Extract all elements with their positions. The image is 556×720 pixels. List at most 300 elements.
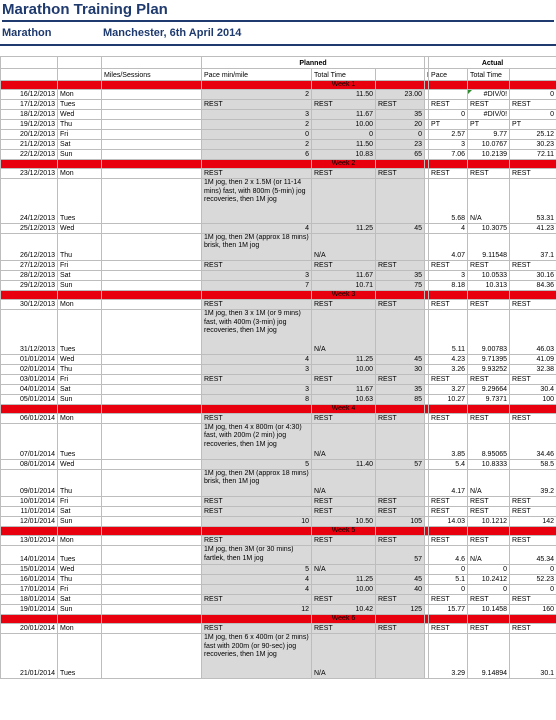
planned-total-cell[interactable]: 40 (376, 585, 425, 595)
planned-pace-cell[interactable]: REST (312, 507, 376, 517)
actual-total-cell[interactable]: 37.1 (510, 233, 556, 261)
actual-miles-cell[interactable]: 3.27 (429, 384, 468, 394)
date-cell[interactable]: 26/12/2013 (1, 233, 58, 261)
date-cell[interactable]: 27/12/2013 (1, 261, 58, 271)
actual-total-cell[interactable]: REST (510, 413, 556, 423)
actual-pace-cell[interactable]: REST (468, 300, 510, 310)
planned-miles-cell[interactable]: 2 (202, 120, 312, 130)
planned-miles-cell[interactable]: REST (202, 300, 312, 310)
actual-miles-cell[interactable]: 3.29 (429, 634, 468, 679)
day-cell[interactable]: Sun (58, 150, 102, 160)
planned-total-cell[interactable] (376, 423, 425, 459)
planned-pace-cell[interactable]: N/A (312, 233, 376, 261)
planned-total-cell[interactable]: 57 (376, 459, 425, 469)
day-cell[interactable]: Tues (58, 179, 102, 224)
day-cell[interactable]: Wed (58, 110, 102, 120)
actual-pace-cell[interactable]: 10.2139 (468, 150, 510, 160)
planned-total-cell[interactable] (376, 565, 425, 575)
actual-total-cell[interactable]: 0 (510, 585, 556, 595)
actual-total-cell[interactable]: 142 (510, 517, 556, 527)
actual-pace-cell[interactable]: 10.0767 (468, 140, 510, 150)
planned-miles-cell[interactable]: 3 (202, 271, 312, 281)
planned-pace-cell[interactable]: REST (312, 595, 376, 605)
actual-pace-cell[interactable]: 10.3075 (468, 223, 510, 233)
date-cell[interactable]: 20/12/2013 (1, 130, 58, 140)
actual-total-cell[interactable]: REST (510, 507, 556, 517)
actual-total-cell[interactable]: 30.1 (510, 634, 556, 679)
day-cell[interactable]: Tues (58, 423, 102, 459)
planned-miles-cell[interactable]: 1M jog, then 4 x 800m (or 4:30) fast, with 200m (2 min) jog recoveries, then 1M jog (202, 423, 312, 459)
planned-pace-cell[interactable]: 10.42 (312, 605, 376, 615)
planned-pace-cell[interactable]: 11.25 (312, 354, 376, 364)
actual-miles-cell[interactable]: REST (429, 536, 468, 546)
planned-miles-cell[interactable]: 1M jog, then 2M (approx 18 mins) brisk, then 1M jog (202, 469, 312, 497)
planned-total-cell[interactable]: REST (376, 595, 425, 605)
day-cell[interactable]: Thu (58, 469, 102, 497)
planned-total-cell[interactable]: 23 (376, 140, 425, 150)
planned-miles-cell[interactable]: 6 (202, 150, 312, 160)
planned-miles-cell[interactable]: 2 (202, 90, 312, 100)
actual-pace-cell[interactable]: 9.71395 (468, 354, 510, 364)
actual-total-cell[interactable]: 30.23 (510, 140, 556, 150)
day-cell[interactable]: Fri (58, 130, 102, 140)
date-cell[interactable]: 13/01/2014 (1, 536, 58, 546)
planned-miles-cell[interactable]: 4 (202, 223, 312, 233)
day-cell[interactable]: Thu (58, 233, 102, 261)
day-cell[interactable]: Sat (58, 595, 102, 605)
day-cell[interactable]: Sun (58, 394, 102, 404)
day-cell[interactable]: Thu (58, 120, 102, 130)
date-cell[interactable]: 04/01/2014 (1, 384, 58, 394)
planned-miles-cell[interactable]: 5 (202, 565, 312, 575)
actual-pace-cell[interactable]: 9.7371 (468, 394, 510, 404)
actual-pace-cell[interactable]: 9.00783 (468, 310, 510, 355)
actual-miles-cell[interactable] (429, 90, 468, 100)
planned-pace-cell[interactable]: 11.25 (312, 575, 376, 585)
date-cell[interactable]: 16/12/2013 (1, 90, 58, 100)
planned-pace-cell[interactable]: REST (312, 169, 376, 179)
planned-pace-cell[interactable]: 10.00 (312, 120, 376, 130)
planned-miles-cell[interactable]: 2 (202, 140, 312, 150)
planned-miles-cell[interactable]: 1M jog, then 2 x 1.5M (or 11-14 mins) fast, with 800m (5-min) jog recoveries, then 1M jog (202, 179, 312, 224)
actual-pace-cell[interactable]: 0 (468, 565, 510, 575)
actual-total-cell[interactable]: 100 (510, 394, 556, 404)
actual-miles-cell[interactable]: 4.07 (429, 233, 468, 261)
actual-pace-cell[interactable]: PT (468, 120, 510, 130)
day-cell[interactable]: Sat (58, 140, 102, 150)
actual-total-cell[interactable]: 160 (510, 605, 556, 615)
actual-miles-cell[interactable]: 4 (429, 223, 468, 233)
date-cell[interactable]: 18/12/2013 (1, 110, 58, 120)
planned-pace-cell[interactable]: REST (312, 261, 376, 271)
planned-miles-cell[interactable]: 4 (202, 585, 312, 595)
actual-total-cell[interactable]: 30.4 (510, 384, 556, 394)
date-cell[interactable]: 15/01/2014 (1, 565, 58, 575)
actual-pace-cell[interactable]: REST (468, 624, 510, 634)
date-cell[interactable]: 19/12/2013 (1, 120, 58, 130)
planned-total-cell[interactable]: REST (376, 413, 425, 423)
actual-total-cell[interactable]: 32.38 (510, 364, 556, 374)
actual-pace-cell[interactable]: REST (468, 536, 510, 546)
actual-pace-cell[interactable]: 10.313 (468, 281, 510, 291)
actual-miles-cell[interactable]: PT (429, 120, 468, 130)
planned-total-cell[interactable]: REST (376, 100, 425, 110)
date-cell[interactable]: 05/01/2014 (1, 394, 58, 404)
actual-pace-cell[interactable]: 8.95065 (468, 423, 510, 459)
actual-pace-cell[interactable]: REST (468, 261, 510, 271)
actual-total-cell[interactable]: 30.16 (510, 271, 556, 281)
actual-total-cell[interactable]: 46.03 (510, 310, 556, 355)
day-cell[interactable]: Mon (58, 300, 102, 310)
actual-pace-cell[interactable]: REST (468, 497, 510, 507)
planned-total-cell[interactable]: 20 (376, 120, 425, 130)
actual-pace-cell[interactable]: N/A (468, 546, 510, 565)
actual-pace-cell[interactable]: #DIV/0! (468, 110, 510, 120)
actual-total-cell[interactable]: 25.12 (510, 130, 556, 140)
planned-miles-cell[interactable]: 1M jog, then 6 x 400m (or 2 mins) fast with 200m (or 90-sec) jog recoveries, then 1M jog (202, 634, 312, 679)
day-cell[interactable]: Tues (58, 310, 102, 355)
actual-pace-cell[interactable]: REST (468, 413, 510, 423)
planned-miles-cell[interactable]: REST (202, 507, 312, 517)
actual-total-cell[interactable]: 41.09 (510, 354, 556, 364)
day-cell[interactable]: Sat (58, 384, 102, 394)
planned-total-cell[interactable]: 35 (376, 271, 425, 281)
actual-total-cell[interactable]: 58.5 (510, 459, 556, 469)
actual-pace-cell[interactable]: 0 (468, 585, 510, 595)
planned-miles-cell[interactable]: 7 (202, 281, 312, 291)
planned-miles-cell[interactable]: 4 (202, 575, 312, 585)
actual-miles-cell[interactable]: REST (429, 624, 468, 634)
planned-miles-cell[interactable]: 1M jog, then 3 x 1M (or 9 mins) fast, with 400m (3-min) jog recoveries, then 1M jog (202, 310, 312, 355)
date-cell[interactable]: 30/12/2013 (1, 300, 58, 310)
day-cell[interactable]: Tues (58, 100, 102, 110)
actual-miles-cell[interactable]: REST (429, 507, 468, 517)
planned-total-cell[interactable] (376, 634, 425, 679)
planned-total-cell[interactable]: 30 (376, 364, 425, 374)
planned-miles-cell[interactable]: REST (202, 413, 312, 423)
date-cell[interactable]: 21/01/2014 (1, 634, 58, 679)
date-cell[interactable]: 23/12/2013 (1, 169, 58, 179)
planned-pace-cell[interactable]: N/A (312, 310, 376, 355)
actual-total-cell[interactable]: 0 (510, 90, 556, 100)
actual-pace-cell[interactable]: 10.2412 (468, 575, 510, 585)
actual-pace-cell[interactable]: 9.29664 (468, 384, 510, 394)
planned-total-cell[interactable]: REST (376, 261, 425, 271)
planned-total-cell[interactable]: 45 (376, 223, 425, 233)
actual-pace-cell[interactable]: REST (468, 100, 510, 110)
date-cell[interactable]: 06/01/2014 (1, 413, 58, 423)
date-cell[interactable]: 11/01/2014 (1, 507, 58, 517)
planned-pace-cell[interactable]: REST (312, 100, 376, 110)
actual-miles-cell[interactable]: REST (429, 261, 468, 271)
actual-miles-cell[interactable]: REST (429, 413, 468, 423)
day-cell[interactable]: Thu (58, 575, 102, 585)
planned-pace-cell[interactable]: 10.50 (312, 517, 376, 527)
actual-miles-cell[interactable]: 5.1 (429, 575, 468, 585)
date-cell[interactable]: 29/12/2013 (1, 281, 58, 291)
date-cell[interactable]: 01/01/2014 (1, 354, 58, 364)
actual-total-cell[interactable]: 0 (510, 110, 556, 120)
planned-miles-cell[interactable]: 8 (202, 394, 312, 404)
planned-miles-cell[interactable]: 4 (202, 354, 312, 364)
day-cell[interactable]: Fri (58, 585, 102, 595)
planned-pace-cell[interactable]: 0 (312, 130, 376, 140)
planned-total-cell[interactable]: 105 (376, 517, 425, 527)
planned-miles-cell[interactable]: REST (202, 624, 312, 634)
actual-pace-cell[interactable]: 10.1458 (468, 605, 510, 615)
planned-miles-cell[interactable]: 12 (202, 605, 312, 615)
actual-miles-cell[interactable]: 2.57 (429, 130, 468, 140)
actual-miles-cell[interactable]: 10.27 (429, 394, 468, 404)
date-cell[interactable]: 12/01/2014 (1, 517, 58, 527)
day-cell[interactable]: Tues (58, 634, 102, 679)
actual-pace-cell[interactable]: 9.93252 (468, 364, 510, 374)
date-cell[interactable]: 14/01/2014 (1, 546, 58, 565)
date-cell[interactable]: 20/01/2014 (1, 624, 58, 634)
day-cell[interactable]: Wed (58, 354, 102, 364)
actual-miles-cell[interactable]: REST (429, 169, 468, 179)
day-cell[interactable]: Mon (58, 624, 102, 634)
actual-total-cell[interactable]: REST (510, 624, 556, 634)
planned-total-cell[interactable]: REST (376, 300, 425, 310)
planned-pace-cell[interactable]: REST (312, 300, 376, 310)
planned-pace-cell[interactable]: 10.83 (312, 150, 376, 160)
planned-pace-cell[interactable] (312, 546, 376, 565)
planned-miles-cell[interactable]: 3 (202, 384, 312, 394)
planned-pace-cell[interactable]: 11.67 (312, 110, 376, 120)
actual-miles-cell[interactable]: 14.03 (429, 517, 468, 527)
actual-total-cell[interactable]: 53.31 (510, 179, 556, 224)
actual-total-cell[interactable]: REST (510, 595, 556, 605)
actual-miles-cell[interactable]: 15.77 (429, 605, 468, 615)
planned-total-cell[interactable]: 65 (376, 150, 425, 160)
day-cell[interactable]: Sat (58, 271, 102, 281)
actual-total-cell[interactable]: 41.23 (510, 223, 556, 233)
planned-pace-cell[interactable]: 11.50 (312, 90, 376, 100)
planned-total-cell[interactable] (376, 233, 425, 261)
day-cell[interactable]: Fri (58, 261, 102, 271)
actual-miles-cell[interactable]: 3 (429, 271, 468, 281)
actual-miles-cell[interactable]: 0 (429, 565, 468, 575)
actual-miles-cell[interactable]: 4.17 (429, 469, 468, 497)
planned-miles-cell[interactable]: REST (202, 169, 312, 179)
actual-pace-cell[interactable]: 9.11548 (468, 233, 510, 261)
date-cell[interactable]: 08/01/2014 (1, 459, 58, 469)
planned-miles-cell[interactable]: 0 (202, 130, 312, 140)
planned-pace-cell[interactable]: 10.63 (312, 394, 376, 404)
planned-pace-cell[interactable]: REST (312, 624, 376, 634)
actual-pace-cell[interactable]: N/A (468, 179, 510, 224)
planned-miles-cell[interactable]: 3 (202, 364, 312, 374)
actual-total-cell[interactable]: REST (510, 261, 556, 271)
actual-total-cell[interactable]: 0 (510, 565, 556, 575)
planned-total-cell[interactable] (376, 310, 425, 355)
day-cell[interactable]: Sun (58, 281, 102, 291)
planned-pace-cell[interactable]: 11.67 (312, 271, 376, 281)
actual-miles-cell[interactable]: REST (429, 595, 468, 605)
planned-pace-cell[interactable]: REST (312, 497, 376, 507)
planned-pace-cell[interactable]: N/A (312, 634, 376, 679)
actual-pace-cell[interactable]: 10.8333 (468, 459, 510, 469)
date-cell[interactable]: 09/01/2014 (1, 469, 58, 497)
planned-total-cell[interactable]: REST (376, 169, 425, 179)
planned-pace-cell[interactable]: N/A (312, 423, 376, 459)
actual-pace-cell[interactable]: 9.77 (468, 130, 510, 140)
planned-pace-cell[interactable]: N/A (312, 565, 376, 575)
actual-miles-cell[interactable]: 8.18 (429, 281, 468, 291)
date-cell[interactable]: 18/01/2014 (1, 595, 58, 605)
planned-miles-cell[interactable]: REST (202, 261, 312, 271)
planned-total-cell[interactable]: 75 (376, 281, 425, 291)
planned-total-cell[interactable]: 45 (376, 575, 425, 585)
day-cell[interactable]: Mon (58, 536, 102, 546)
actual-miles-cell[interactable]: 4.23 (429, 354, 468, 364)
planned-total-cell[interactable]: 0 (376, 130, 425, 140)
planned-pace-cell[interactable]: REST (312, 413, 376, 423)
table-row (1, 384, 556, 394)
actual-miles-cell[interactable]: REST (429, 300, 468, 310)
actual-pace-cell[interactable]: REST (468, 595, 510, 605)
day-cell[interactable]: Fri (58, 497, 102, 507)
table-row (1, 271, 556, 281)
actual-miles-cell[interactable]: REST (429, 100, 468, 110)
actual-miles-cell[interactable]: 0 (429, 110, 468, 120)
date-cell[interactable]: 19/01/2014 (1, 605, 58, 615)
planned-total-cell[interactable]: REST (376, 536, 425, 546)
day-cell[interactable]: Wed (58, 459, 102, 469)
actual-miles-cell[interactable]: 5.11 (429, 310, 468, 355)
actual-miles-cell[interactable]: 3 (429, 140, 468, 150)
day-cell[interactable]: Sun (58, 605, 102, 615)
planned-miles-cell[interactable]: REST (202, 536, 312, 546)
actual-miles-cell[interactable]: 3.85 (429, 423, 468, 459)
day-cell[interactable]: Mon (58, 90, 102, 100)
actual-total-cell[interactable]: PT (510, 120, 556, 130)
actual-total-cell[interactable]: 34.46 (510, 423, 556, 459)
actual-miles-cell[interactable]: REST (429, 374, 468, 384)
planned-pace-cell[interactable]: 11.40 (312, 459, 376, 469)
planned-pace-cell[interactable]: 11.25 (312, 223, 376, 233)
planned-miles-cell[interactable]: REST (202, 100, 312, 110)
sheet-title: Marathon Training Plan (2, 0, 554, 22)
date-cell[interactable]: 24/12/2013 (1, 179, 58, 224)
actual-total-cell[interactable]: REST (510, 100, 556, 110)
date-cell[interactable]: 25/12/2013 (1, 223, 58, 233)
date-cell[interactable]: 17/01/2014 (1, 585, 58, 595)
planned-pace-cell[interactable]: 10.00 (312, 585, 376, 595)
planned-total-cell[interactable]: REST (376, 374, 425, 384)
date-cell[interactable]: 22/12/2013 (1, 150, 58, 160)
planned-pace-cell[interactable]: REST (312, 374, 376, 384)
planned-total-cell[interactable]: 125 (376, 605, 425, 615)
planned-pace-cell[interactable]: REST (312, 536, 376, 546)
planned-pace-cell[interactable]: 11.50 (312, 140, 376, 150)
actual-total-cell[interactable]: REST (510, 374, 556, 384)
planned-pace-cell[interactable]: 10.71 (312, 281, 376, 291)
planned-total-cell[interactable]: 57 (376, 546, 425, 565)
planned-total-cell[interactable]: 35 (376, 110, 425, 120)
planned-miles-cell[interactable]: 1M jog, then 2M (approx 18 mins) brisk, then 1M jog (202, 233, 312, 261)
actual-miles-cell[interactable]: 0 (429, 585, 468, 595)
planned-total-cell[interactable]: 35 (376, 384, 425, 394)
day-cell[interactable]: Fri (58, 374, 102, 384)
date-cell[interactable]: 07/01/2014 (1, 423, 58, 459)
actual-pace-cell[interactable]: #DIV/0! (468, 90, 510, 100)
planned-miles-cell[interactable]: 3 (202, 110, 312, 120)
planned-miles-cell[interactable]: REST (202, 497, 312, 507)
actual-total-cell[interactable]: 72.11 (510, 150, 556, 160)
actual-total-cell[interactable]: 84.36 (510, 281, 556, 291)
actual-total-cell[interactable]: REST (510, 536, 556, 546)
actual-total-cell[interactable]: REST (510, 300, 556, 310)
planned-total-cell[interactable]: 45 (376, 354, 425, 364)
actual-pace-cell[interactable]: 10.0533 (468, 271, 510, 281)
day-cell[interactable]: Wed (58, 223, 102, 233)
day-cell[interactable]: Wed (58, 565, 102, 575)
day-cell[interactable]: Thu (58, 364, 102, 374)
date-cell[interactable]: 31/12/2013 (1, 310, 58, 355)
planned-miles-cell[interactable]: 10 (202, 517, 312, 527)
day-cell[interactable]: Sun (58, 517, 102, 527)
actual-pace-cell[interactable]: 10.1212 (468, 517, 510, 527)
date-cell[interactable]: 28/12/2013 (1, 271, 58, 281)
actual-pace-cell[interactable]: REST (468, 374, 510, 384)
actual-miles-cell[interactable]: 4.6 (429, 546, 468, 565)
actual-miles-cell[interactable]: 5.68 (429, 179, 468, 224)
actual-total-cell[interactable]: REST (510, 497, 556, 507)
planned-total-cell[interactable]: REST (376, 507, 425, 517)
actual-pace-cell[interactable]: REST (468, 507, 510, 517)
actual-pace-cell[interactable]: REST (468, 169, 510, 179)
planned-miles-cell[interactable]: 5 (202, 459, 312, 469)
date-cell[interactable]: 16/01/2014 (1, 575, 58, 585)
planned-pace-cell[interactable]: 10.00 (312, 364, 376, 374)
planned-total-cell[interactable] (376, 179, 425, 224)
planned-miles-cell[interactable]: 1M jog, then 3M (or 30 mins) fartlek, then 1M jog (202, 546, 312, 565)
actual-miles-cell[interactable]: 3.26 (429, 364, 468, 374)
planned-pace-cell[interactable] (312, 179, 376, 224)
planned-pace-cell[interactable]: 11.67 (312, 384, 376, 394)
actual-pace-cell[interactable]: 9.14894 (468, 634, 510, 679)
planned-total-cell[interactable] (376, 469, 425, 497)
day-cell[interactable]: Tues (58, 546, 102, 565)
actual-total-cell[interactable]: 45.34 (510, 546, 556, 565)
actual-miles-cell[interactable]: 5.4 (429, 459, 468, 469)
day-cell[interactable]: Mon (58, 169, 102, 179)
actual-miles-cell[interactable]: REST (429, 497, 468, 507)
actual-total-cell[interactable]: 52.23 (510, 575, 556, 585)
planned-total-cell[interactable]: REST (376, 624, 425, 634)
actual-total-cell[interactable]: 39.2 (510, 469, 556, 497)
date-cell[interactable]: 10/01/2014 (1, 497, 58, 507)
planned-miles-cell[interactable]: REST (202, 595, 312, 605)
date-cell[interactable]: 03/01/2014 (1, 374, 58, 384)
date-cell[interactable]: 21/12/2013 (1, 140, 58, 150)
day-cell[interactable]: Mon (58, 413, 102, 423)
date-cell[interactable]: 02/01/2014 (1, 364, 58, 374)
day-cell[interactable]: Sat (58, 507, 102, 517)
planned-pace-cell[interactable]: N/A (312, 469, 376, 497)
date-cell[interactable]: 17/12/2013 (1, 100, 58, 110)
planned-total-cell[interactable]: REST (376, 497, 425, 507)
table-row (1, 624, 556, 634)
planned-total-cell[interactable]: 23.00 (376, 90, 425, 100)
planned-miles-cell[interactable]: REST (202, 374, 312, 384)
actual-pace-cell[interactable]: N/A (468, 469, 510, 497)
actual-total-cell[interactable]: REST (510, 169, 556, 179)
planned-total-cell[interactable]: 85 (376, 394, 425, 404)
actual-miles-cell[interactable]: 7.06 (429, 150, 468, 160)
